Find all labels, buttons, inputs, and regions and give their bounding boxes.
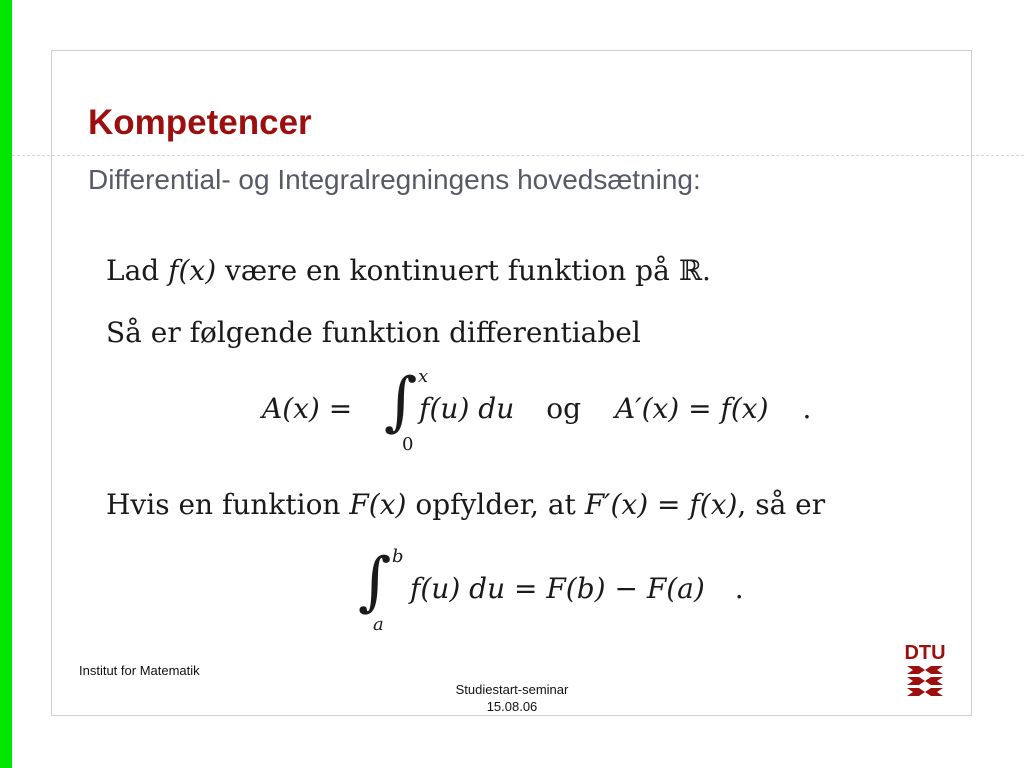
- footer-event: [412, 681, 612, 715]
- slide-subtitle: Differential- og Integralregningens hovedsætning:: [88, 164, 701, 195]
- eq2-lower-limit: a: [373, 614, 384, 635]
- theorem-claim: Så er følgende funktion differentiabel: [106, 316, 641, 349]
- eq2-body: f(u) du = F(b) − F(a): [410, 572, 705, 605]
- eq1-period: .: [802, 392, 812, 425]
- footer-institute: Institut for Matematik: [79, 663, 200, 678]
- eq1-lhs: A(x) =: [262, 392, 362, 425]
- integral-sign: ∫: [384, 365, 418, 439]
- condition-text-end: , så er: [737, 488, 826, 521]
- integral-sign: ∫: [358, 545, 392, 619]
- theorem-condition: [106, 488, 825, 521]
- condition-text-start: Hvis en funktion: [106, 488, 350, 521]
- condition-text-mid: opfylder, at: [406, 488, 585, 521]
- eq2-upper-limit: b: [392, 546, 404, 567]
- dtu-logo-text: DTU: [904, 642, 946, 664]
- equation-area-function: [262, 392, 811, 425]
- equation-fundamental-theorem: [410, 572, 744, 605]
- footer-date: 15.08.06: [486, 699, 538, 714]
- dtu-logo: [903, 640, 947, 696]
- premise-text-end: være en kontinuert funktion på ℝ.: [216, 254, 711, 287]
- eq1-lower-limit: 0: [402, 434, 414, 455]
- eq2-period: .: [734, 572, 744, 605]
- eq1-derivative: A′(x) = f(x): [615, 392, 769, 425]
- slide-title: Kompetencer: [88, 103, 312, 142]
- premise-text-start: Lad: [106, 254, 169, 287]
- antiderivative-Fx: F(x): [349, 488, 407, 521]
- eq1-conjunction: og: [546, 392, 582, 425]
- antiderivative-condition: F′(x) = f(x): [584, 488, 738, 521]
- eq1-upper-limit: x: [418, 366, 429, 387]
- accent-bar: [0, 0, 12, 768]
- slide-frame: [51, 50, 972, 716]
- eq1-integrand: f(u) du: [419, 392, 515, 425]
- function-fx: f(x): [168, 254, 217, 287]
- guide-line: [12, 155, 1024, 156]
- theorem-premise: [106, 254, 711, 287]
- footer-event-name: Studiestart-seminar: [455, 682, 569, 697]
